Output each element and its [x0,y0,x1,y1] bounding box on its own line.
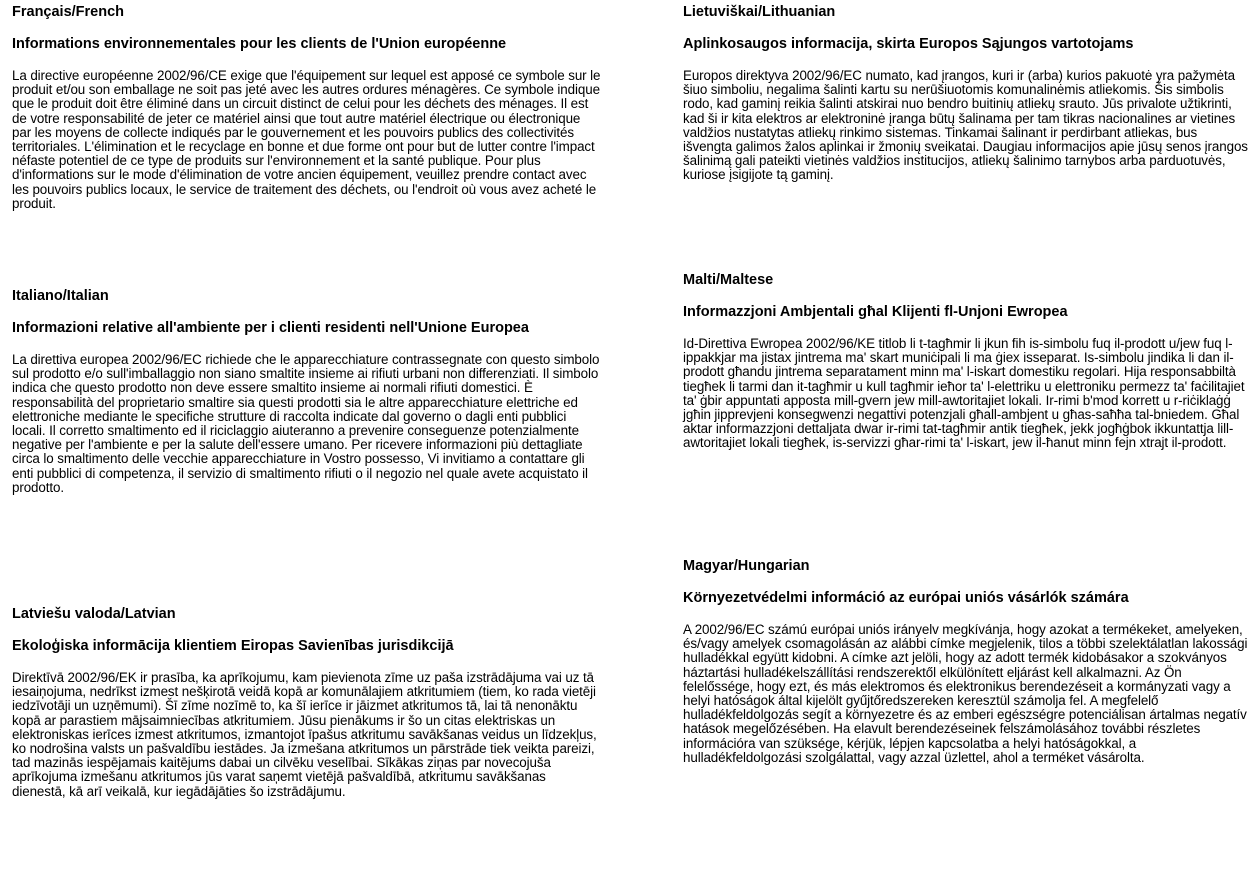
section-body: La directive européenne 2002/96/CE exige que l'équipement sur lequel est apposé ce symbole sur le produit et/ou son emballage ne soit pas jeté avec les autres ordures ménagères. Ce symbole indique que le produit doit être éliminé dans un circuit distinct de celui pour les déchets des ménages. Il est de votre responsabilité de jeter ce matériel ainsi que tout autre matériel électrique ou électronique par les moyens de collecte indiqués par le gouvernement et les pouvoirs publics des collectivités territoriales. L'élimination et le recyclage en bonne et due forme ont pour but de lutter contre l'impact néfaste potentiel de ce type de produits sur l'environnement et la santé publique. Pour plus d'informations sur le mode d'élimination de votre ancien équipement, veuillez prendre contact avec les pouvoirs publics locaux, le service de traitement des déchets, ou l'endroit où vous avez acheté le produit. [12,68,601,211]
section-heading: Aplinkosaugos informacija, skirta Europos Sąjungos vartotojams [683,36,1134,52]
section-hungarian [683,558,1249,765]
language-label: Lietuviškai/Lithuanian [683,4,836,20]
section-body: Europos direktyva 2002/96/EC numato, kad įrangos, kuri ir (arba) kurios pakuotė yra pažymėta šiuo simboliu, negalima šalinti kartu su nerūšiuotomis komunalinėmis atliekomis. Šis simbolis rodo, kad gaminį reikia šalinti atskirai nuo bendro buitinių atliekų srauto. Jūs privalote užtikrinti, kad ši ir kita elektros ar elektroninė įranga būtų šalinama per tam tikras nacionalines ar vietines valdžios nustatytas atliekų rinkimo sistemas. Tinkamai šalinant ir perdirbant atliekas, bus išvengta galimos žalos aplinkai ir žmonių sveikatai. Daugiau informacijos apie jūsų senos įrangos šalinimą gali pateikti vietinės valdžios institucijos, atliekų šalinimo tarnybos arba parduotuvės, kuriose įsigijote tą gaminį. [683,68,1248,183]
section-heading: Informations environnementales pour les clients de l'Union européenne [12,36,507,52]
language-label: Magyar/Hungarian [683,558,810,574]
section-body: A 2002/96/EC számú európai uniós irányelv megkívánja, hogy azokat a termékeket, amelyeken, és/vagy amelyek csomagolásán az alábbi címke megjelenik, tilos a többi szelektálatlan lakossági hulladékkal együtt kidobni. A címke azt jelöli, hogy az adott termék kidobásakor a szokványos háztartási hulladékelszállítási rendszerektől elkülönített eljárást kell alkalmazni. Az Ön felelőssége, hogy ezt, és más elektromos és elektronikus berendezéseit a kormányzati vagy a helyi hatóságok által kijelölt gyűjtőredszereken keresztül számolja fel. A megfelelő hulladékfeldolgozás segít a környezetre és az emberi egészségre potenciálisan ártalmas negatív hatások megelőzésében. Ha elavult berendezéseinek felszámolásához további részletes információra van szüksége, kérjük, lépjen kapcsolatba a helyi hatóságokkal, a hulladékfeldolgozási szolgálattal, vagy azzal üzlettel, ahol a terméket vásárolta. [683,622,1248,765]
language-label: Français/French [12,4,125,20]
section-italian [12,288,602,495]
section-french [12,4,602,211]
section-body: Direktīvā 2002/96/EK ir prasība, ka aprīkojumu, kam pievienota zīme uz paša izstrādājuma vai uz tā iesaiņojuma, nedrīkst izmest nešķirotā veidā kopā ar komunālajiem atkritumiem (tiem, ko rada vietēji iedzīvotāji un uzņēmumi). Šī zīme nozīmē to, ka šī ierīce ir jāizmet atkritumos tā, lai tā nenonāktu kopā ar parastiem mājsaimniecības atkritumiem. Jūsu pienākums ir šo un citas elektriskas un elektroniskas ierīces izmest atkritumos, izmantojot īpašus atkritumu savākšanas veidus un līdzekļus, ko nodrošina valsts un pašvaldību iestādes. Ja izmešana atkritumos un pārstrāde tiek veikta pareizi, tad mazinās iespējamais kaitējums dabai un cilvēku veselībai. Sīkākas ziņas par novecojuša aprīkojuma izmešanu atkritumos jūs varat saņemt vietējā pašvaldībā, atkritumu savākšanas dienestā, kā arī veikalā, kur iegādājāties šo izstrādājumu. [12,670,597,799]
section-latvian [12,606,602,799]
section-body: La direttiva europea 2002/96/EC richiede che le apparecchiature contrassegnate con questo simbolo sul prodotto e/o sull'imballaggio non siano smaltite insieme ai rifiuti urbani non differenziati. Il simbolo indica che questo prodotto non deve essere smaltito insieme ai normali rifiuti domestici. È responsabilità del proprietario smaltire sia questi prodotti sia le altre apparecchiature elettriche ed elettroniche mediante le specifiche strutture di raccolta indicate dal governo o dagli enti pubblici locali. Il corretto smaltimento ed il riciclaggio aiuteranno a prevenire conseguenze potenzialmente negative per l'ambiente e per la salute dell'essere umano. Per ricevere informazioni più dettagliate circa lo smaltimento delle vecchie apparecchiature in Vostro possesso, Vi invitiamo a contattare gli enti pubblici di competenza, il servizio di smaltimento rifiuti o il negozio nel quale avete acquistato il prodotto. [12,352,600,495]
left-column [12,0,602,799]
section-lithuanian [683,4,1249,183]
language-label: Latviešu valoda/Latvian [12,606,176,622]
section-heading: Informazzjoni Ambjentali għal Klijenti fl-Unjoni Ewropea [683,304,1068,320]
section-maltese [683,272,1249,451]
section-heading: Környezetvédelmi információ az európai uniós vásárlók számára [683,590,1129,606]
section-body: Id-Direttiva Ewropea 2002/96/KE titlob li t-tagħmir li jkun fih is-simbolu fuq il-prodott u/jew fuq l-ippakkjar ma jistax jintrema ma' skart muniċipali li ma ġiex isseparat. Is-simbolu jindika li dan il-prodott għandu jintrema separatament minn ma' l-iskart domestiku regolari. Hija responsabbiltà tiegħek li tarmi dan it-tagħmir u kull tagħmir ieħor ta' l-elettriku u elettroniku permezz ta' faċilitajiet ta' ġbir appuntati apposta mill-gvern jew mill-awtoritajiet lokali. Ir-rimi b'mod korrett u r-riċiklaġġ jgħin jipprevjeni konsegwenzi negattivi potenzjali għall-ambjent u għas-saħħa tal-bniedem. Għal aktar informazzjoni dettaljata dwar ir-rimi tat-tagħmir antik tiegħek, jekk jogħġbok ikkuntattja lill-awtoritajiet lokali tiegħek, is-servizzi għar-rimi ta' l-iskart, jew il-ħanut minn fejn xtrajt il-prodott. [683,336,1245,451]
section-heading: Ekoloģiska informācija klientiem Eiropas Savienības jurisdikcijā [12,638,454,654]
language-label: Italiano/Italian [12,288,109,304]
section-heading: Informazioni relative all'ambiente per i clienti residenti nell'Unione Europea [12,320,529,336]
language-label: Malti/Maltese [683,272,774,288]
